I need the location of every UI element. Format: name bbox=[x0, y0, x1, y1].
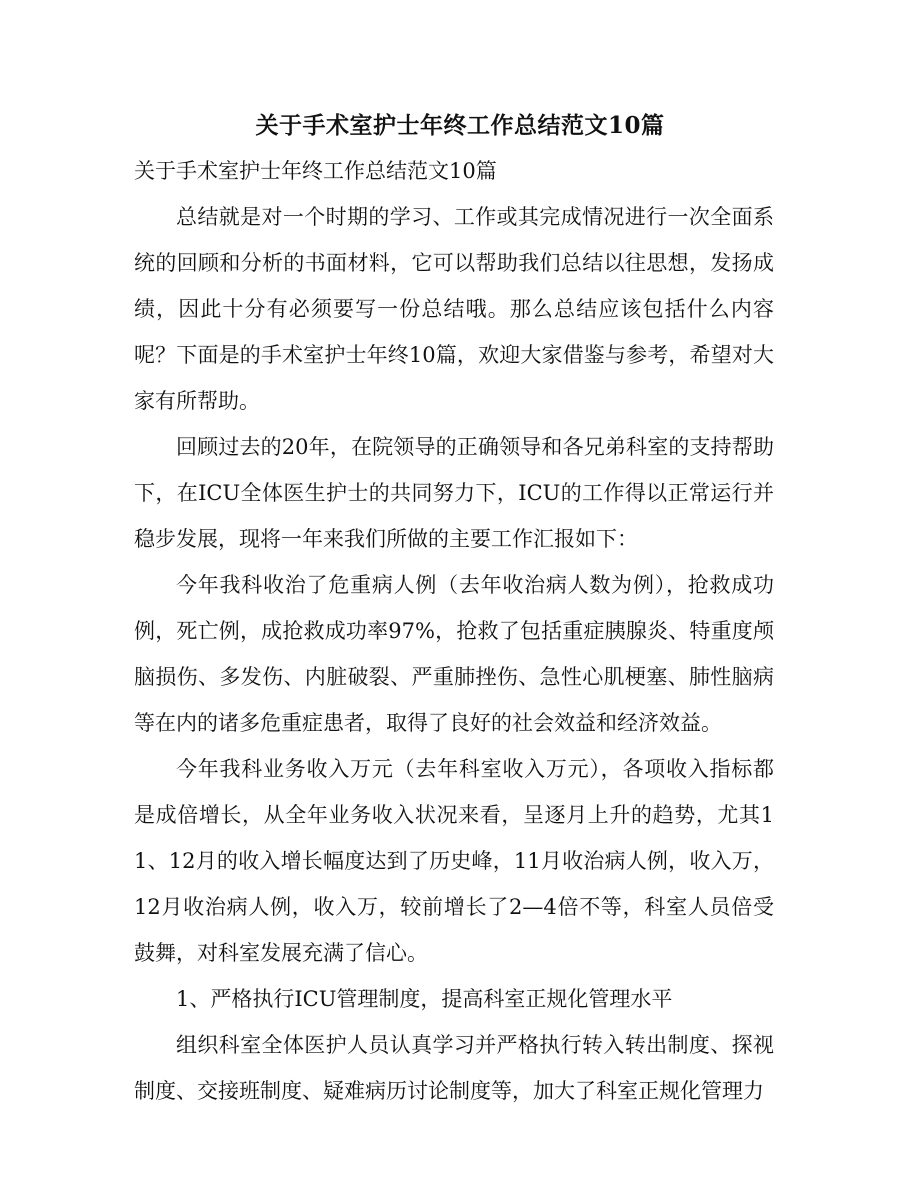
paragraph-management: 组织科室全体医护人员认真学习并严格执行转入转出制度、探视制度、交接班制度、疑难病历讨论制度等，加大了科室正规化管理力 bbox=[134, 1033, 774, 1103]
paragraph-intro: 总结就是对一个时期的学习、工作或其完成情况进行一次全面系统的回顾和分析的书面材料，它可以帮助我们总结以往思想，发扬成绩，因此十分有必须要写一份总结哦。那么总结应该包括什么内容呢？下面是的手术室护士年终10篇，欢迎大家借鉴与参考，希望对大家有所帮助。 bbox=[134, 205, 774, 413]
document-subtitle: 关于手术室护士年终工作总结范文10篇 bbox=[134, 159, 497, 183]
paragraph-income: 今年我科业务收入万元（去年科室收入万元），各项收入指标都是成倍增长，从全年业务收入状况来看，呈逐月上升的趋势，尤其11、12月的收入增长幅度达到了历史峰，11月收治病人例，收入万，12月收治病人例，收入万，较前增长了2—4倍不等，科室人员倍受鼓舞，对科室发展充满了信心。 bbox=[134, 757, 774, 965]
paragraph-review: 回顾过去的20年，在院领导的正确领导和各兄弟科室的支持帮助下，在ICU全体医生护士的共同努力下，ICU的工作得以正常运行并稳步发展，现将一年来我们所做的主要工作汇报如下： bbox=[134, 435, 774, 551]
paragraph-patients: 今年我科收治了危重病人例（去年收治病人数为例），抢救成功例，死亡例，成抢救成功率97%，抢救了包括重症胰腺炎、特重度颅脑损伤、多发伤、内脏破裂、严重肺挫伤、急性心肌梗塞、肺性脑病等在内的诸多危重症患者，取得了良好的社会效益和经济效益。 bbox=[134, 573, 774, 735]
section-heading-1: 1、严格执行ICU管理制度，提高科室正规化管理水平 bbox=[176, 987, 673, 1011]
document-body bbox=[134, 148, 774, 1114]
document-title: 关于手术室护士年终工作总结范文10篇 bbox=[255, 112, 665, 139]
